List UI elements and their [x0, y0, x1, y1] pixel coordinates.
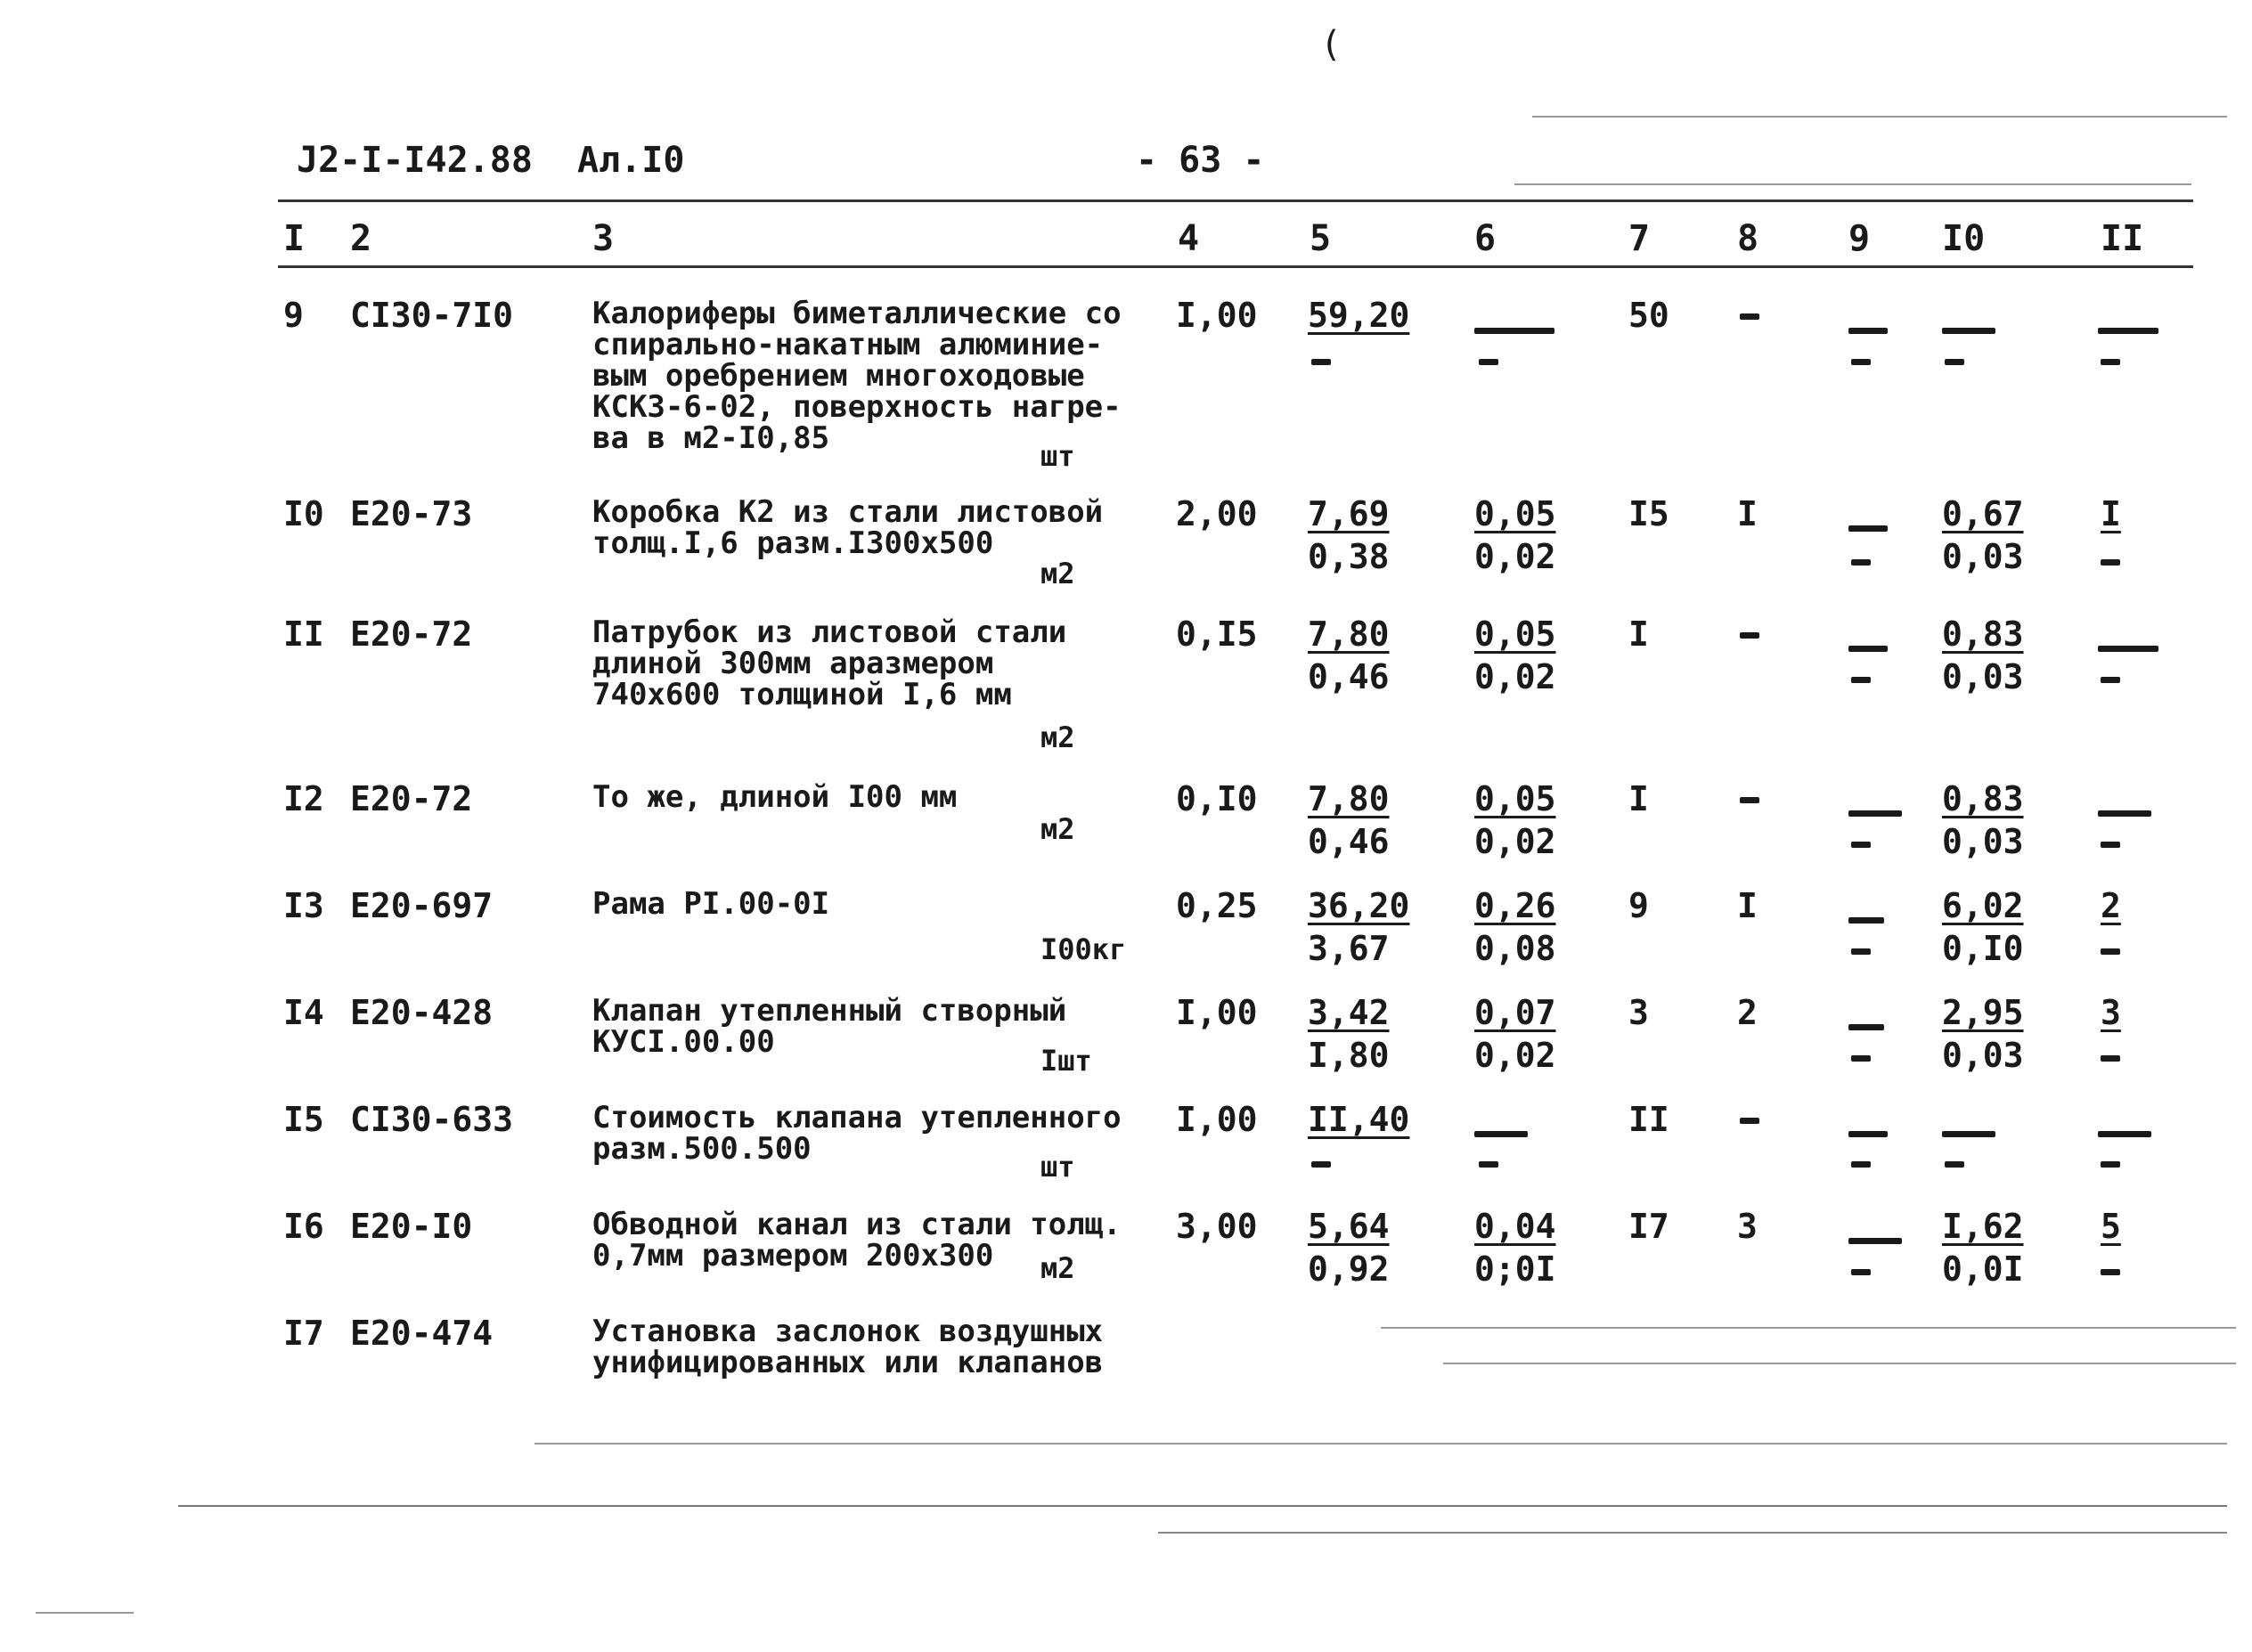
row-col11: І	[2101, 494, 2121, 533]
row-col5-bottom: І,80	[1308, 1036, 1390, 1075]
row-unit: м2	[1040, 812, 1075, 846]
row-unit: м2	[1040, 1251, 1075, 1285]
row-col5-bottom: 0,46	[1308, 657, 1390, 696]
header-rule-top	[278, 199, 2193, 202]
row-col6-bottom: 0,02	[1474, 657, 1556, 696]
row-col9-bottom-dash	[1851, 1055, 1871, 1062]
row-col6-bottom-dash	[1479, 359, 1498, 365]
row-col11-bottom-dash	[2101, 1161, 2120, 1168]
row-description: Рама РІ.00-0І	[592, 886, 830, 922]
row-col5-top: ІІ,40	[1308, 1100, 1410, 1139]
row-description: Стоимость клапана утепленного разм.500.500	[592, 1100, 1122, 1167]
col-number-7: 7	[1628, 218, 1651, 259]
scan-noise-line	[534, 1443, 2227, 1444]
row-col5-top: 59,20	[1308, 296, 1410, 335]
row-quantity: 0,І0	[1176, 779, 1258, 818]
row-col9-top-dash	[1848, 328, 1888, 334]
row-number: ІІ	[283, 614, 324, 654]
row-col10-top-dash	[1942, 1131, 1995, 1137]
row-col9-bottom-dash	[1851, 359, 1871, 365]
row-col11: 2	[2101, 886, 2121, 925]
col-number-2: 2	[350, 218, 372, 259]
row-col7: 3	[1628, 993, 1649, 1032]
row-col6-top: 0,26	[1474, 886, 1556, 925]
row-col6-top: 0,05	[1474, 614, 1556, 654]
col-number-5: 5	[1310, 218, 1332, 259]
row-col11-bottom-dash	[2101, 1269, 2120, 1275]
row-quantity: І,00	[1176, 993, 1258, 1032]
row-number: І0	[283, 494, 324, 533]
row-col10-bottom-dash	[1945, 359, 1964, 365]
row-col10-top-dash	[1942, 328, 1995, 334]
row-col5-bottom: 3,67	[1308, 929, 1390, 968]
row-number: І4	[283, 993, 324, 1032]
row-code: Е20-697	[350, 886, 494, 925]
row-col7: І	[1628, 614, 1649, 654]
row-col6-top: 0,07	[1474, 993, 1556, 1032]
row-quantity: І,00	[1176, 1100, 1258, 1139]
row-description: Обводной канал из стали толщ. 0,7мм размером 200х300	[592, 1207, 1122, 1274]
row-col6-top-dash	[1474, 328, 1554, 334]
row-col6-top: 0,05	[1474, 494, 1556, 533]
row-col11-top-dash	[2098, 646, 2158, 652]
row-col7: 50	[1628, 296, 1669, 335]
row-col9-top-dash	[1848, 1238, 1902, 1244]
row-col9-top-dash	[1848, 1131, 1888, 1137]
row-col6-top-dash	[1474, 1131, 1528, 1137]
row-col6-top: 0,05	[1474, 779, 1556, 818]
row-col11-top-dash	[2098, 1131, 2151, 1137]
col-number-4: 4	[1178, 218, 1200, 259]
row-col5-top: 36,20	[1308, 886, 1410, 925]
row-col5-bottom: 0,46	[1308, 822, 1390, 861]
row-number: І2	[283, 779, 324, 818]
row-quantity: 2,00	[1176, 494, 1258, 533]
row-col11-bottom-dash	[2101, 359, 2120, 365]
row-code: Е20-428	[350, 993, 494, 1032]
row-col7: І7	[1628, 1207, 1669, 1246]
scan-noise-line	[1158, 1532, 2227, 1534]
page-number: - 63 -	[1136, 140, 1265, 181]
row-unit: шт	[1040, 439, 1075, 473]
row-code: Е20-474	[350, 1314, 494, 1353]
row-col9-bottom-dash	[1851, 948, 1871, 955]
row-col11-bottom-dash	[2101, 1055, 2120, 1062]
row-unit: Ішт	[1040, 1044, 1092, 1078]
row-col5-bottom-dash	[1311, 1161, 1331, 1168]
row-description: Калориферы биметаллические со спирально-накатным алюминие- вым оребрением многоходовые КСКЗ-6-02, поверхность нагре- ва в м2-І0,85	[592, 296, 1122, 456]
row-col5-top: 3,42	[1308, 993, 1390, 1032]
col-number-3: 3	[592, 218, 615, 259]
row-quantity: 0,І5	[1176, 614, 1258, 654]
row-col10-top: 0,83	[1942, 614, 2024, 654]
row-code: Е20-73	[350, 494, 473, 533]
row-description: То же, длиной І00 мм	[592, 779, 958, 815]
row-col9-bottom-dash	[1851, 1269, 1871, 1275]
row-unit: шт	[1040, 1150, 1075, 1184]
row-col6-bottom: 0,02	[1474, 537, 1556, 576]
row-number: І6	[283, 1207, 324, 1246]
row-number: І5	[283, 1100, 324, 1139]
row-col7: ІІ	[1628, 1100, 1669, 1139]
row-col9-bottom-dash	[1851, 1161, 1871, 1168]
row-col10-bottom: 0,03	[1942, 822, 2024, 861]
row-col9-top-dash	[1848, 1024, 1884, 1030]
row-col6-bottom: 0;0І	[1474, 1249, 1556, 1289]
col-number-6: 6	[1474, 218, 1497, 259]
col-number-10: І0	[1942, 218, 1986, 259]
row-unit: І00кг	[1040, 932, 1127, 966]
row-col5-top: 7,80	[1308, 779, 1390, 818]
row-number: І7	[283, 1314, 324, 1353]
row-code: Е20-72	[350, 614, 473, 654]
row-unit: м2	[1040, 557, 1075, 590]
scan-noise-line	[1532, 116, 2227, 118]
row-code: Е20-І0	[350, 1207, 473, 1246]
row-col10-top: 0,83	[1942, 779, 2024, 818]
row-col10-bottom: 0,03	[1942, 537, 2024, 576]
row-col8: 3	[1737, 1207, 1758, 1246]
row-col8: І	[1737, 494, 1758, 533]
row-col7: І5	[1628, 494, 1669, 533]
doc-code: Ј2-І-І42.88	[297, 140, 533, 181]
row-col6-bottom: 0,02	[1474, 1036, 1556, 1075]
row-col8-dash	[1740, 1118, 1759, 1124]
col-number-1: І	[283, 218, 306, 259]
row-code: СІ30-7І0	[350, 296, 514, 335]
row-col9-top-dash	[1848, 646, 1888, 652]
row-number: І3	[283, 886, 324, 925]
row-col8-dash	[1740, 313, 1759, 320]
row-col11-bottom-dash	[2101, 948, 2120, 955]
row-col7: 9	[1628, 886, 1649, 925]
row-col9-top-dash	[1848, 810, 1902, 817]
row-code: Е20-72	[350, 779, 473, 818]
row-col5-bottom: 0,92	[1308, 1249, 1390, 1289]
row-unit: м2	[1040, 720, 1075, 754]
row-col10-bottom: 0,І0	[1942, 929, 2024, 968]
row-col6-bottom-dash	[1479, 1161, 1498, 1168]
row-col10-top: 2,95	[1942, 993, 2024, 1032]
row-description: Патрубок из листовой стали длиной 300мм аразмером 740х600 толщиной І,6 мм	[592, 614, 1067, 712]
scan-noise-line	[178, 1505, 2227, 1507]
row-description: Установка заслонок воздушных унифицированных или клапанов	[592, 1314, 1104, 1380]
sheet-number: Ал.І0	[577, 140, 685, 181]
row-col11-top-dash	[2098, 328, 2158, 334]
row-quantity: І,00	[1176, 296, 1258, 335]
row-col8-dash	[1740, 797, 1759, 803]
col-number-8: 8	[1737, 218, 1759, 259]
row-col11-bottom-dash	[2101, 842, 2120, 848]
row-col9-top-dash	[1848, 917, 1884, 924]
row-col10-bottom: 0,0І	[1942, 1249, 2024, 1289]
row-col5-bottom: 0,38	[1308, 537, 1390, 576]
row-col7: І	[1628, 779, 1649, 818]
row-col5-bottom-dash	[1311, 359, 1331, 365]
row-col8: 2	[1737, 993, 1758, 1032]
row-quantity: 0,25	[1176, 886, 1258, 925]
row-col5-top: 7,80	[1308, 614, 1390, 654]
row-col11-bottom-dash	[2101, 677, 2120, 683]
row-col9-bottom-dash	[1851, 559, 1871, 566]
row-col9-top-dash	[1848, 525, 1888, 532]
scan-noise-line	[1381, 1327, 2236, 1329]
row-col8: І	[1737, 886, 1758, 925]
row-col6-bottom: 0,02	[1474, 822, 1556, 861]
row-col9-bottom-dash	[1851, 677, 1871, 683]
row-quantity: 3,00	[1176, 1207, 1258, 1246]
row-col6-bottom: 0,08	[1474, 929, 1556, 968]
row-col11-top-dash	[2098, 810, 2151, 817]
col-number-11: ІІ	[2101, 218, 2144, 259]
row-code: СІ30-633	[350, 1100, 514, 1139]
row-col10-top: 0,67	[1942, 494, 2024, 533]
row-col11: 5	[2101, 1207, 2121, 1246]
scan-noise-line	[36, 1612, 134, 1614]
row-col6-top: 0,04	[1474, 1207, 1556, 1246]
row-col10-bottom: 0,03	[1942, 657, 2024, 696]
row-col10-bottom-dash	[1945, 1161, 1964, 1168]
row-col11: 3	[2101, 993, 2121, 1032]
row-col10-bottom: 0,03	[1942, 1036, 2024, 1075]
row-col11-bottom-dash	[2101, 559, 2120, 566]
row-number: 9	[283, 296, 304, 335]
col-number-9: 9	[1848, 218, 1871, 259]
row-description: Клапан утепленный створный КУСІ.00.00	[592, 993, 1067, 1060]
row-col8-dash	[1740, 632, 1759, 639]
scan-noise-line	[1443, 1363, 2236, 1364]
row-col5-top: 7,69	[1308, 494, 1390, 533]
row-col10-top: 6,02	[1942, 886, 2024, 925]
row-col10-top: І,62	[1942, 1207, 2024, 1246]
row-col9-bottom-dash	[1851, 842, 1871, 848]
row-description: Коробка К2 из стали листовой толщ.І,6 разм.І300х500	[592, 494, 1104, 561]
header-rule-bottom	[278, 265, 2193, 268]
header-rule-faint	[1514, 183, 2191, 185]
row-col5-top: 5,64	[1308, 1207, 1390, 1246]
top-mark: (	[1320, 24, 1342, 65]
